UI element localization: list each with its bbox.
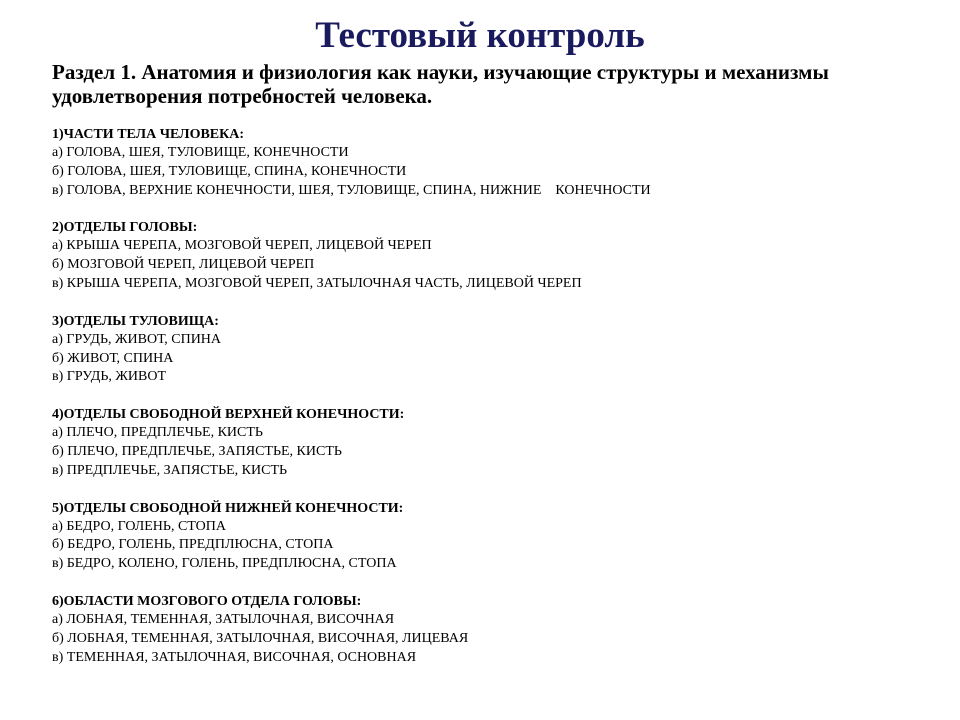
- answer-option-b: б) ПЛЕЧО, ПРЕДПЛЕЧЬЕ, ЗАПЯСТЬЕ, КИСТЬ: [52, 443, 342, 459]
- answer-option-a: а) ПЛЕЧО, ПРЕДПЛЕЧЬЕ, КИСТЬ: [52, 425, 263, 441]
- answer-option-b: б) ЛОБНАЯ, ТЕМЕННАЯ, ЗАТЫЛОЧНАЯ, ВИСОЧНАЯ, ЛИЦЕВАЯ: [52, 630, 469, 646]
- question-title: 5)ОТДЕЛЫ СВОБОДНОЙ НИЖНЕЙ КОНЕЧНОСТИ:: [52, 500, 404, 516]
- answer-option-b: б) МОЗГОВОЙ ЧЕРЕП, ЛИЦЕВОЙ ЧЕРЕП: [52, 257, 315, 273]
- answer-option-c: в) ГОЛОВА, ВЕРХНИЕ КОНЕЧНОСТИ, ШЕЯ, ТУЛОВИЩЕ, СПИНА, НИЖНИЕ КОНЕЧНОСТИ: [52, 182, 651, 198]
- answer-option-b: б) БЕДРО, ГОЛЕНЬ, ПРЕДПЛЮСНА, СТОПА: [52, 537, 334, 553]
- question-title: 4)ОТДЕЛЫ СВОБОДНОЙ ВЕРХНЕЙ КОНЕЧНОСТИ:: [52, 407, 405, 423]
- answer-option-a: а) ГОЛОВА, ШЕЯ, ТУЛОВИЩЕ, КОНЕЧНОСТИ: [52, 145, 349, 160]
- answer-option-a: а) ЛОБНАЯ, ТЕМЕННАЯ, ЗАТЫЛОЧНАЯ, ВИСОЧНАЯ: [52, 611, 395, 627]
- question-6: [52, 593, 932, 667]
- answer-option-b: б) ГОЛОВА, ШЕЯ, ТУЛОВИЩЕ, СПИНА, КОНЕЧНОСТИ: [52, 163, 407, 179]
- question-title: 2)ОТДЕЛЫ ГОЛОВЫ:: [52, 220, 198, 236]
- answer-option-c: в) БЕДРО, КОЛЕНО, ГОЛЕНЬ, ПРЕДПЛЮСНА, СТОПА: [52, 556, 397, 572]
- answer-option-a: а) БЕДРО, ГОЛЕНЬ, СТОПА: [52, 518, 226, 534]
- page-title: Тестовый контроль: [315, 15, 645, 56]
- question-title: 3)ОТДЕЛЫ ТУЛОВИЩА:: [52, 313, 219, 329]
- answer-option-a: а) ГРУДЬ, ЖИВОТ, СПИНА: [52, 331, 222, 347]
- answer-option-c: в) ГРУДЬ, ЖИВОТ: [52, 369, 167, 385]
- question-1: [52, 126, 932, 200]
- answer-option-a: а) КРЫША ЧЕРЕПА, МОЗГОВОЙ ЧЕРЕП, ЛИЦЕВОЙ ЧЕРЕП: [52, 238, 432, 254]
- answer-option-c: в) ТЕМЕННАЯ, ЗАТЫЛОЧНАЯ, ВИСОЧНАЯ, ОСНОВНАЯ: [52, 649, 417, 665]
- answer-option-c: в) ПРЕДПЛЕЧЬЕ, ЗАПЯСТЬЕ, КИСТЬ: [52, 462, 288, 478]
- question-2: [52, 219, 932, 293]
- question-4: [52, 406, 932, 480]
- question-title: 6)ОБЛАСТИ МОЗГОВОГО ОТДЕЛА ГОЛОВЫ:: [52, 593, 362, 609]
- answer-option-c: в) КРЫША ЧЕРЕПА, МОЗГОВОЙ ЧЕРЕП, ЗАТЫЛОЧНАЯ ЧАСТЬ, ЛИЦЕВОЙ ЧЕРЕП: [52, 275, 582, 291]
- section-heading: Раздел 1. Анатомия и физиология как науки, изучающие структуры и механизмы удовлетворения потребностей человека.: [52, 60, 829, 108]
- question-list: [52, 126, 932, 686]
- question-title: 1)ЧАСТИ ТЕЛА ЧЕЛОВЕКА:: [52, 127, 245, 142]
- question-5: [52, 500, 932, 574]
- answer-option-b: б) ЖИВОТ, СПИНА: [52, 350, 174, 366]
- question-3: [52, 313, 932, 387]
